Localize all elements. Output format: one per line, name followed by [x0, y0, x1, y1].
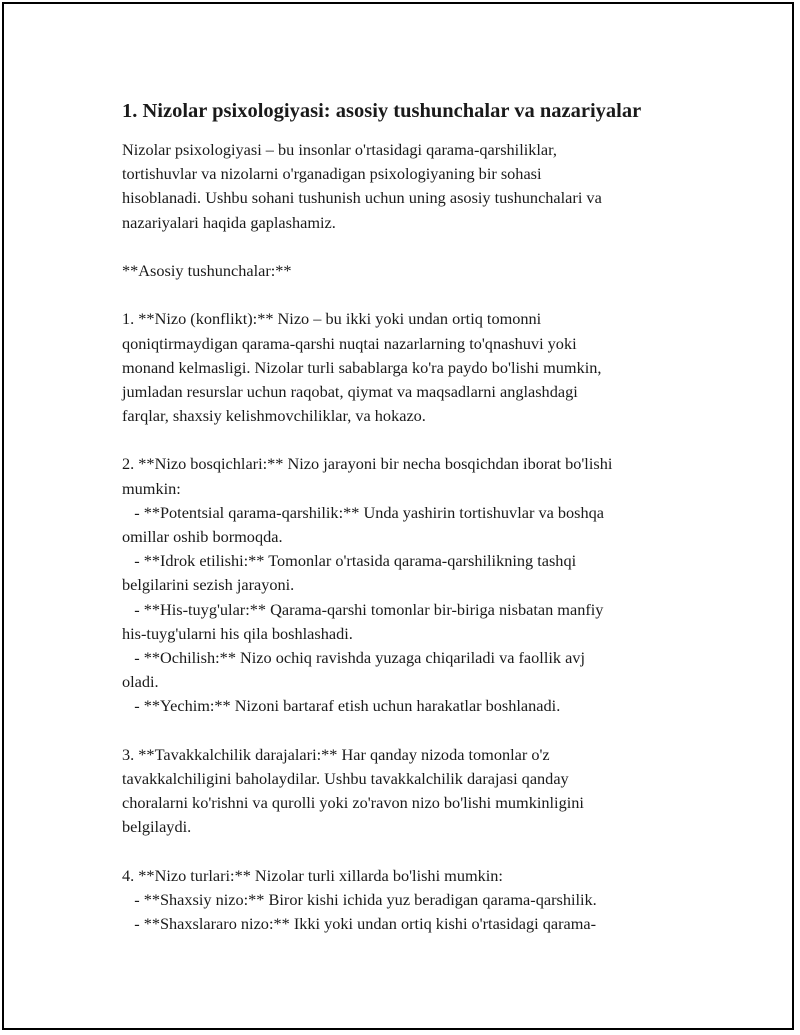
text-line: his-tuyg'ularni his qila boshlashadi. [122, 623, 353, 643]
text-line: tortishuvlar va nizolarni o'rganadigan psixologiyaning bir sohasi [122, 164, 542, 184]
paragraph-lines [122, 138, 692, 936]
text-line: Nizolar psixologiyasi – bu insonlar o'rtasidagi qarama-qarshiliklar, [122, 140, 557, 159]
blank-line [122, 428, 692, 452]
document-body [122, 98, 692, 936]
text-line: oladi. [122, 672, 159, 692]
text-line: 2. **Nizo bosqichlari:** Nizo jarayoni bir necha bosqichdan iborat bo'lishi [122, 454, 613, 474]
text-line: tavakkalchiligini baholaydilar. Ushbu tavakkalchilik darajasi qanday [122, 768, 569, 788]
blank-line [122, 719, 692, 743]
text-line: - **Yechim:** Nizoni bartaraf etish uchun harakatlar boshlanadi. [122, 696, 561, 716]
text-line: choralarni ko'rishni va qurolli yoki zo'ravon nizo bo'lishi mumkinligini [122, 793, 584, 813]
text-line: - **Potentsial qarama-qarshilik:** Unda yashirin tortishuvlar va boshqa [122, 502, 605, 522]
text-line: belgilarini sezish jarayoni. [122, 575, 295, 595]
text-line: 3. **Tavakkalchilik darajalari:** Har qanday nizoda tomonlar o'z [122, 744, 550, 764]
text-line: belgilaydi. [122, 817, 192, 837]
text-line: 4. **Nizo turlari:** Nizolar turli xillarda bo'lishi mumkin: [122, 865, 503, 885]
text-line: jumladan resurslar uchun raqobat, qiymat va maqsadlarni anglashdagi [122, 381, 578, 401]
blank-line [122, 235, 692, 259]
text-line: nazariyalari haqida gaplashamiz. [122, 212, 336, 232]
text-line: 1. **Nizo (konflikt):** Nizo – bu ikki yoki undan ortiq tomonni [122, 309, 542, 329]
text-line: - **Idrok etilishi:** Tomonlar o'rtasida qarama-qarshilikning tashqi [122, 551, 577, 571]
text-line: - **Shaxslararo nizo:** Ikki yoki undan ortiq kishi o'rtasidagi qarama- [122, 914, 597, 933]
blank-line [122, 283, 692, 307]
page-frame [2, 2, 794, 1030]
text-line: hisoblanadi. Ushbu sohani tushunish uchun uning asosiy tushunchalari va [122, 188, 602, 208]
text-line: - **His-tuyg'ular:** Qarama-qarshi tomonlar bir-biriga nisbatan manfiy [122, 599, 604, 619]
blank-line [122, 839, 692, 863]
text-line: omillar oshib bormoqda. [122, 527, 283, 546]
text-line: - **Ochilish:** Nizo ochiq ravishda yuzaga chiqariladi va faollik avj [122, 647, 585, 667]
text-line: qoniqtirmaydigan qarama-qarshi nuqtai nazarlarning to'qnashuvi yoki [122, 333, 577, 353]
text-line: mumkin: [122, 478, 181, 498]
text-line: monand kelmasligi. Nizolar turli sabablarga ko'ra paydo bo'lishi mumkin, [122, 357, 602, 377]
text-line: - **Shaxsiy nizo:** Biror kishi ichida yuz beradigan qarama-qarshilik. [122, 889, 597, 909]
text-line: **Asosiy tushunchalar:** [122, 260, 292, 280]
document-title: 1. Nizolar psixologiyasi: asosiy tushunchalar va nazariyalar [122, 100, 642, 122]
text-line: farqlar, shaxsiy kelishmovchiliklar, va hokazo. [122, 406, 426, 426]
